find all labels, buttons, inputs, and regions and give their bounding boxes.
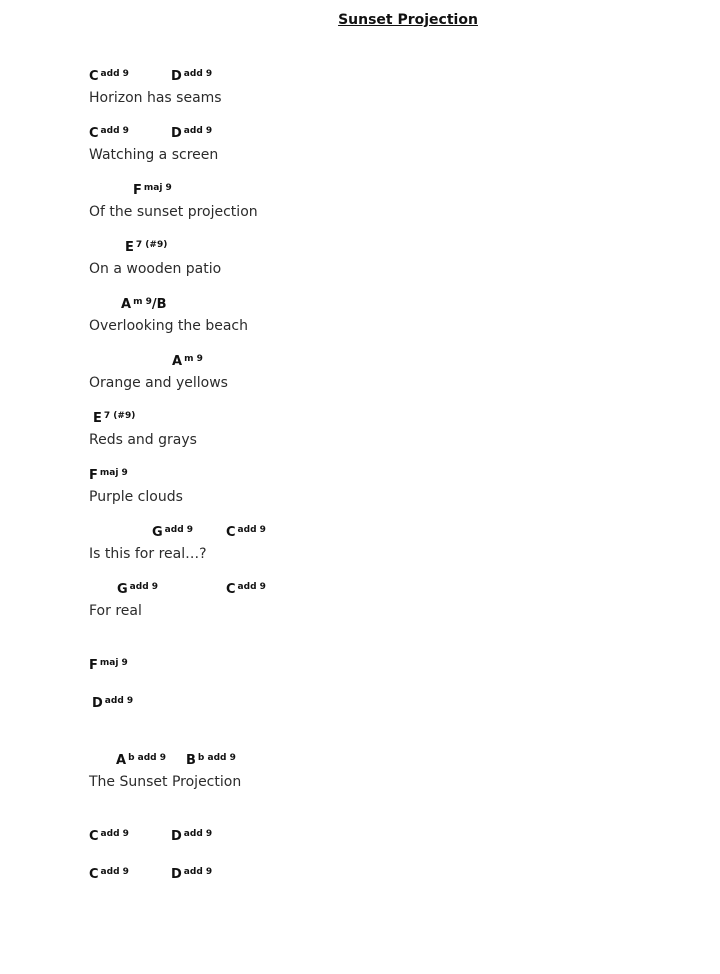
chord-extension: add 9	[237, 582, 266, 592]
chord-c-add9	[89, 127, 129, 140]
chord-root: D	[92, 696, 103, 711]
chord-root: G	[152, 525, 163, 540]
chord-extension: maj 9	[99, 658, 128, 668]
chord-extension: add 9	[100, 69, 129, 79]
chord-root: D	[171, 126, 182, 141]
chord-extension: add 9	[183, 126, 213, 136]
lyric-line: Purple clouds	[89, 489, 183, 505]
chord-extension: add 9	[129, 582, 159, 592]
chord-extension: add 9	[183, 69, 213, 79]
chord-f-maj9	[133, 184, 172, 197]
chord-extension: add 9	[100, 867, 129, 877]
chord-extension: 7 (#9)	[103, 411, 136, 421]
lyric-line: Watching a screen	[89, 147, 219, 163]
chord-root: E	[93, 411, 102, 426]
chord-bb-add9	[186, 754, 236, 767]
chord-root: C	[89, 867, 99, 882]
chord-root: D	[171, 867, 182, 882]
chord-d-add9	[92, 697, 133, 710]
chord-c-add9	[226, 583, 266, 596]
chord-extension: m 9	[184, 354, 203, 364]
chord-g-add9	[152, 526, 193, 539]
chord-extension: 7 (#9)	[135, 240, 168, 250]
lyric-line: For real	[89, 603, 142, 619]
chord-extension: add 9	[100, 829, 129, 839]
chord-extension: maj 9	[99, 468, 128, 478]
chord-extension: add 9	[104, 696, 134, 706]
chord-root: C	[226, 582, 236, 597]
chord-root: A	[172, 354, 183, 369]
chord-bass-note: /B	[151, 297, 167, 312]
lyric-line: On a wooden patio	[89, 261, 222, 277]
chord-d-add9	[171, 868, 212, 881]
chord-root: B	[186, 753, 196, 768]
chord-root: D	[171, 829, 182, 844]
chord-d-add9	[171, 830, 212, 843]
lyric-line: The Sunset Projection	[89, 774, 242, 790]
chord-c-add9	[89, 70, 129, 83]
lyric-line: Is this for real…?	[89, 546, 207, 562]
chord-extension: b add 9	[197, 753, 236, 763]
chord-extension: m 9	[133, 297, 152, 307]
lyric-line: Horizon has seams	[89, 90, 222, 106]
chord-extension: add 9	[237, 525, 266, 535]
chord-extension: add 9	[183, 829, 213, 839]
lyric-line: Orange and yellows	[89, 375, 228, 391]
chord-root: C	[226, 525, 236, 540]
chord-extension: add 9	[100, 126, 129, 136]
chord-root: C	[89, 829, 99, 844]
chord-g-add9	[117, 583, 158, 596]
chord-extension: add 9	[183, 867, 213, 877]
lyric-line: Of the sunset projection	[89, 204, 258, 220]
chord-am9-over-b	[121, 298, 167, 311]
chord-e7-sharp9	[125, 241, 167, 254]
chord-root: A	[121, 297, 132, 312]
chord-c-add9	[89, 830, 129, 843]
lyric-line: Overlooking the beach	[89, 318, 248, 334]
chord-d-add9	[171, 127, 212, 140]
chord-root: C	[89, 69, 99, 84]
chord-f-maj9	[89, 659, 128, 672]
chord-e7-sharp9	[93, 412, 135, 425]
song-title: Sunset Projection	[338, 12, 478, 28]
chord-extension: b add 9	[128, 753, 166, 763]
chord-d-add9	[171, 70, 212, 83]
chord-ab-add9	[116, 754, 166, 767]
chord-extension: maj 9	[143, 183, 172, 193]
chord-c-add9	[89, 868, 129, 881]
lyric-line: Reds and grays	[89, 432, 197, 448]
chord-root: A	[116, 753, 127, 768]
chord-root: F	[89, 658, 98, 673]
chord-c-add9	[226, 526, 266, 539]
chord-f-maj9	[89, 469, 128, 482]
chord-extension: add 9	[164, 525, 194, 535]
chord-root: C	[89, 126, 99, 141]
chord-root: E	[125, 240, 134, 255]
chord-root: F	[133, 183, 142, 198]
chord-root: G	[117, 582, 128, 597]
chord-root: F	[89, 468, 98, 483]
chord-root: D	[171, 69, 182, 84]
chord-am9	[172, 355, 203, 368]
